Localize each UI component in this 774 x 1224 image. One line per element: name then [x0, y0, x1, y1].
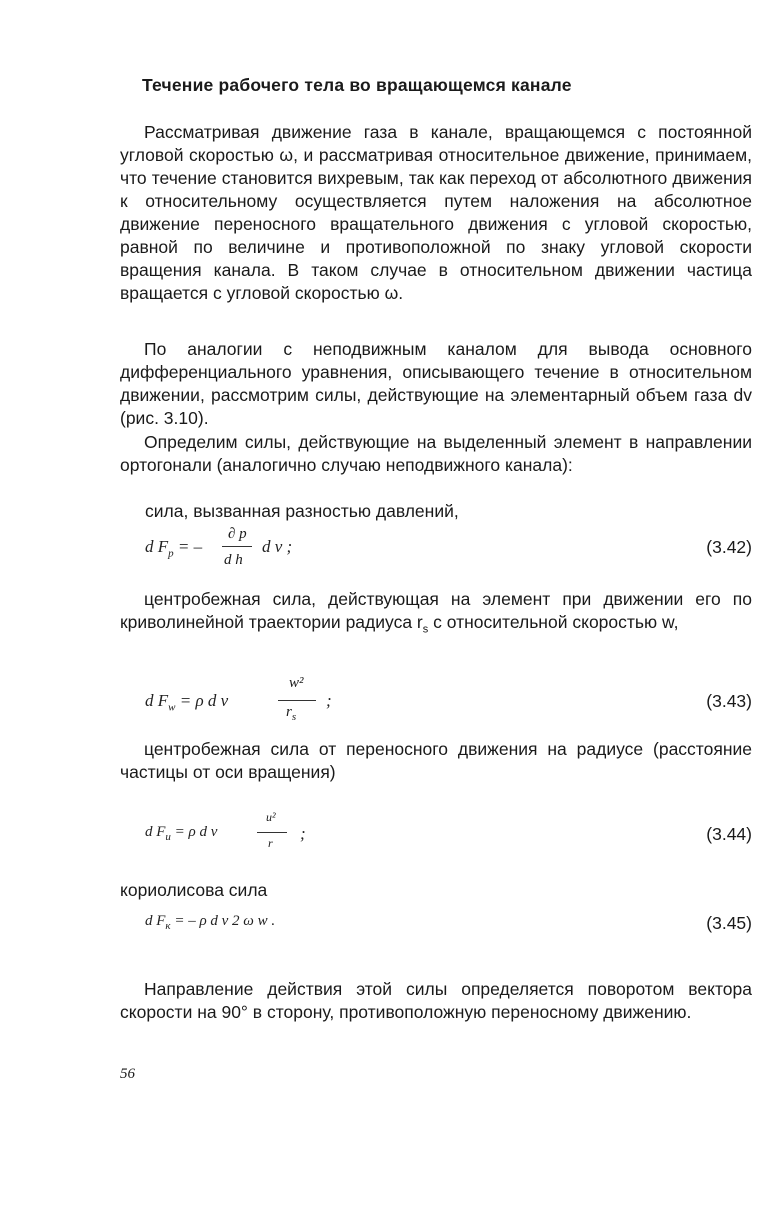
paragraph-3: Определим силы, действующие на выделенный элемент в направлении ортогонали (аналогично случаю неподвижного канала): [120, 432, 752, 475]
equation-number: (3.44) [706, 824, 752, 844]
item-centrifugal-relative: центробежная сила, действующая на элемент при движении его по криволинейной траектории радиуса $r_s$ с относительной скоростью w, [120, 589, 752, 636]
eq3-denominator: r [268, 836, 273, 850]
equation-number: (3.43) [706, 691, 752, 711]
eq1-denominator: d h [224, 552, 243, 568]
item-centrifugal-transport: центробежная сила от переносного движения на радиусе (расстояние частицы от оси вращения) [120, 739, 752, 782]
paragraph-2: По аналогии с неподвижным каналом для вывода основного дифференциального уравнения, описывающего течение в относительном движении, рассмотрим силы, действующие на элементарный объем газа dv (рис. 3.10). [120, 339, 752, 428]
equation-number: (3.45) [706, 913, 752, 933]
document-page: Течение рабочего тела во вращающемся канале Рассматривая движение газа в канале, вращающемся с постоянной угловой скоростью ω, и рассматривая относительное движение, принимаем, что течение становится вихревым, так как переход от абсолютного движения к относительному осуществляется путем наложения на абсолютное движение переносного вращательного движения с угловой скоростью, равной по величине и противоположной по знаку угловой скорости вращения канала. В таком случае в относительном движении частица вращается с угловой скоростью ω. По аналогии с неподвижным каналом для вывода основного дифференциального уравнения, описывающего течение в относительном движении, рассмотрим силы, действующие на элементарный объем газа dv (рис. 3.10). Определим силы, действующие на выделенный элемент в направлении ортогонали (аналогично случаю неподвижного канала): сила, вызванная разностью давлений, d $F_p$ = – ∂ p d h d v ; (3.42) центробежная сила, действующая на элемент при движении его по криволинейной траектории радиуса $r_s$ с относительной скоростью w, d $F_w = \rho$ d v w² $r_s$ ; (3.43) центробежная сила от переносного движения на радиусе (расстояние частицы от оси вращения) d $F_u = \rho$ d v u² r ; (3.44) кориолисова сила d $F_к$ = – ρ d v 2 ω w . (3.45) Направление действия этой силы определяется поворотом вектора скорости на 90° в сторону, противоположную переносному движению. 56 [120, 75, 752, 1082]
eq1-numerator: ∂ p [228, 526, 247, 542]
page-number: 56 [120, 1066, 135, 1082]
eq2-fraction-bar [278, 700, 316, 701]
eq3-fraction-bar [257, 832, 287, 833]
paragraph-1: Рассматривая движение газа в канале, вращающемся с постоянной угловой скоростью ω, и рассматривая относительное движение, принимаем, что течение становится вихревым, так как переход от абсолютного движения к относительному осуществляется путем наложения на абсолютное движение переносного вращательного движения с угловой скоростью, равной по величине и противоположной по знаку угловой скорости вращения канала. В таком случае в относительном движении частица вращается с угловой скоростью ω. [120, 122, 752, 303]
section-heading: Течение рабочего тела во вращающемся канале [142, 75, 572, 95]
equation-number: (3.42) [706, 537, 752, 557]
paragraph-4: Направление действия этой силы определяется поворотом вектора скорости на 90° в сторону, противоположную переносному движению. [120, 979, 752, 1022]
eq3-numerator: u² [266, 810, 276, 824]
item-pressure-force: сила, вызванная разностью давлений, [145, 501, 459, 521]
eq2-denominator: $r_s$ [286, 704, 297, 723]
item-coriolis-force: кориолисова сила [120, 880, 268, 900]
eq1-fraction-bar [222, 546, 252, 547]
eq2-numerator: w² [289, 675, 304, 691]
